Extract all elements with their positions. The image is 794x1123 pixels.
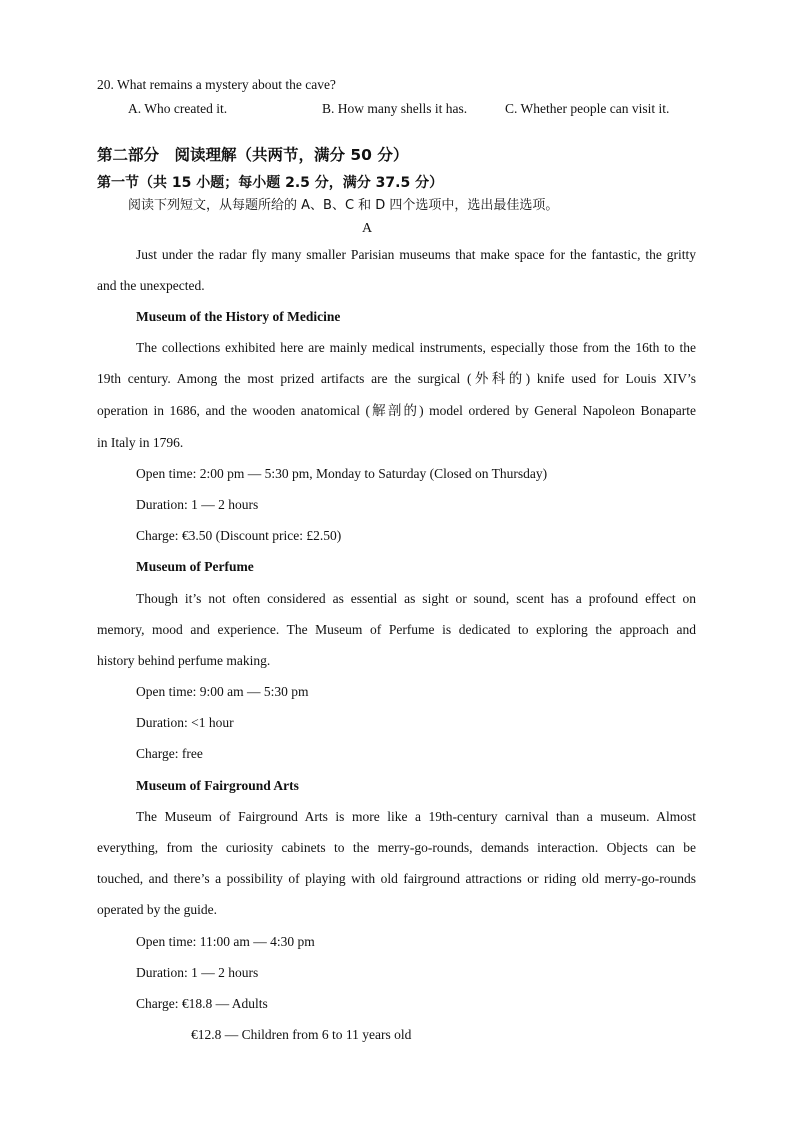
question-number: 20. [97, 77, 114, 92]
section-heading: 第一节（共 15 小题；每小题 2.5 分，满分 37.5 分） [97, 175, 444, 191]
option-b: B. How many shells it has. [322, 101, 468, 116]
intro-line: Just under the radar fly many smaller Parisian museums that make space for the fantastic, the gritty [136, 247, 696, 262]
intro-line: and the unexpected. [97, 278, 205, 293]
paragraph-line: history behind perfume making. [97, 653, 271, 668]
paragraph-line: everything, from the curiosity cabinets to the merry-go-rounds, demands interaction. Objects can be [97, 840, 696, 855]
charge-extra: €12.8 — Children from 6 to 11 years old [191, 1027, 412, 1042]
instruction: 阅读下列短文，从每题所给的 A、B、C 和 D 四个选项中，选出最佳选项。 [128, 198, 559, 213]
museum-title: Museum of the History of Medicine [136, 309, 341, 324]
duration: Duration: 1 — 2 hours [136, 965, 259, 980]
paragraph-line: operation in 1686, and the wooden anatomical (解剖的) model ordered by General Napoleon Bonaparte [97, 403, 696, 418]
paragraph-line: memory, mood and experience. The Museum of Perfume is dedicated to exploring the approach and [97, 622, 696, 637]
paragraph-line: operated by the guide. [97, 902, 217, 917]
paragraph-line: 19th century. Among the most prized artifacts are the surgical (外科的) knife used for Louis XIV’s [97, 371, 696, 386]
passage-letter: A [362, 221, 373, 236]
paragraph-line: The Museum of Fairground Arts is more like a 19th-century carnival than a museum. Almost [136, 809, 696, 824]
question-stem: 20. What remains a mystery about the cave? [97, 77, 336, 92]
open-time: Open time: 2:00 pm — 5:30 pm, Monday to Saturday (Closed on Thursday) [136, 466, 548, 481]
option-c: C. Whether people can visit it. [505, 101, 670, 116]
charge: Charge: €18.8 — Adults [136, 996, 268, 1011]
duration: Duration: <1 hour [136, 715, 234, 730]
paragraph-line: The collections exhibited here are mainly medical instruments, especially those from the 16th to the [136, 340, 696, 355]
duration: Duration: 1 — 2 hours [136, 497, 259, 512]
open-time: Open time: 11:00 am — 4:30 pm [136, 934, 315, 949]
paragraph-line: touched, and there’s a possibility of playing with old fairground attractions or riding old merry-go-rounds [97, 871, 696, 886]
paragraph-line: Though it’s not often considered as essential as sight or sound, scent has a profound effect on [136, 591, 696, 606]
part-heading: 第二部分 阅读理解（共两节，满分 50 分） [97, 146, 409, 164]
museum-title: Museum of Fairground Arts [136, 778, 299, 793]
paragraph-line: in Italy in 1796. [97, 435, 184, 450]
open-time: Open time: 9:00 am — 5:30 pm [136, 684, 309, 699]
museum-title: Museum of Perfume [136, 559, 254, 574]
charge: Charge: free [136, 746, 203, 761]
charge: Charge: €3.50 (Discount price: £2.50) [136, 528, 342, 543]
option-a: A. Who created it. [128, 101, 228, 116]
